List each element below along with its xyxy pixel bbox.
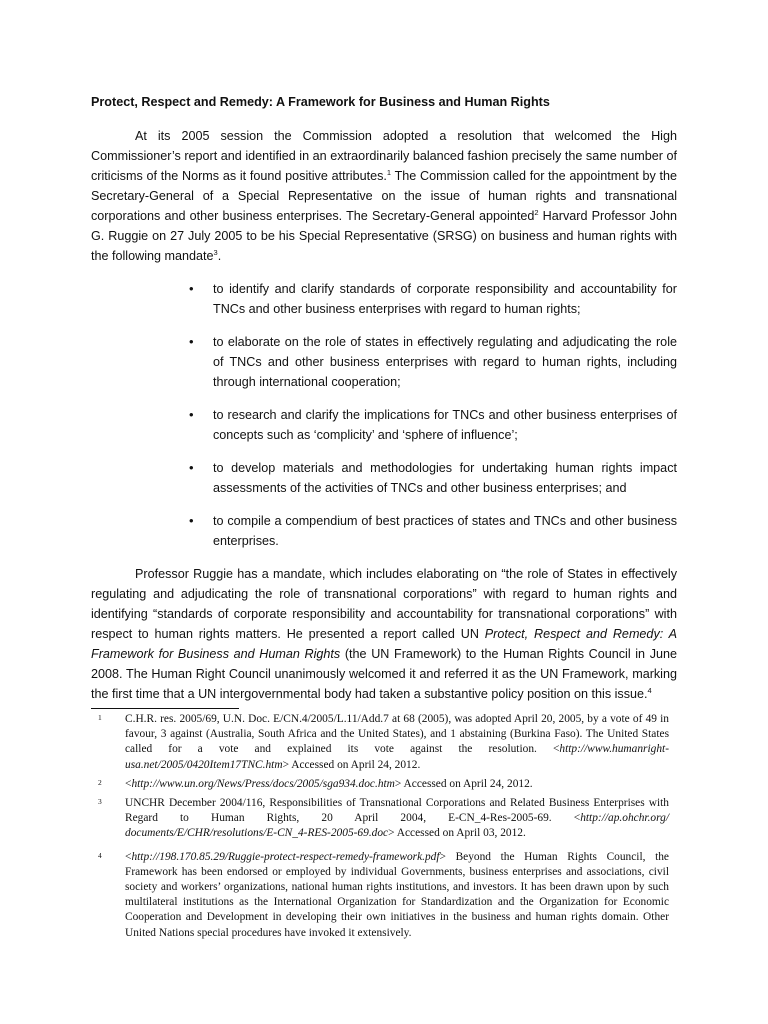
footnote-number: 2 <box>98 777 102 787</box>
intro-text-c: Harvard Professor John G. Ruggie on 27 July 2005 to be his Special Representative (SRSG) on business and human rights with the following mandate <box>91 209 677 263</box>
footnote-text: > Beyond the Human Rights Council, the Framework has been endorsed or employed by individual Governments, business enterprises and associations, civil society and workers’ organizations, national human rights institutions, and investors. It has been drawn upon by such multilateral institutions as the International Organization for Standardization and the Organization for Economic Cooperation and Development in developing their own initiatives in the business and human rights domain. Other United Nations special procedures have invoked it extensively. <box>125 850 669 939</box>
bullet-icon: • <box>189 334 194 349</box>
report-title-italic: Protect, Respect and Remedy: A Framework for Business and Human Rights <box>91 627 677 661</box>
list-item <box>189 405 677 445</box>
list-item-text: to research and clarify the implications for TNCs and other business enterprises of concepts such as ‘complicity’ and ‘sphere of influence’; <box>213 408 677 442</box>
footnote-text: > Accessed on April 24, 2012. <box>394 777 533 790</box>
footnote-text: > Accessed on April 24, 2012. <box>282 758 421 771</box>
footnote-3 <box>91 796 669 842</box>
bullet-icon: • <box>189 281 194 296</box>
footnote-link[interactable]: http://www.humanright-usa.net/2005/0420Item17TNC.htm <box>125 743 669 771</box>
footnote-1 <box>91 712 669 773</box>
footnote-ref-4[interactable]: 4 <box>647 685 652 695</box>
bullet-icon: • <box>189 513 194 528</box>
footnote-2 <box>91 777 669 792</box>
footnote-text: C.H.R. res. 2005/69, U.N. Doc. E/CN.4/2005/L.11/Add.7 at 68 (2005), was adopted April 20, 2005, by a vote of 49 in favour, 3 against (Australia, South Africa and the United States), and 1 abstaining (Burkina Faso). The United States called for a vote and explained its vote against the resolution. < <box>125 713 669 756</box>
intro-paragraph <box>91 126 677 266</box>
list-item-text: to identify and clarify standards of corporate responsibility and accountability for TNCs and other business enterprises with regard to human rights; <box>213 282 677 316</box>
footnote-number: 4 <box>98 850 102 860</box>
mandate-list <box>91 279 677 551</box>
footnote-text: UNCHR December 2004/116, Responsibilities of Transnational Corporations and Related Business Enterprises with Regard to Human Rights, 20 April 2004, E-CN_4-Res-2005-69. < <box>125 797 669 825</box>
footnote-ref-1[interactable]: 1 <box>386 167 392 177</box>
footnote-text: < <box>125 777 132 790</box>
footnote-4 <box>91 850 669 941</box>
footnote-number: 1 <box>98 713 102 722</box>
bullet-icon: • <box>189 460 194 475</box>
footnote-link[interactable]: http://www.un.org/News/Press/docs/2005/sga934.doc.htm <box>131 777 395 790</box>
footnote-text: > Accessed on April 03, 2012. <box>388 827 526 840</box>
footnote-text: < <box>125 850 132 863</box>
ruggie-text-a: Professor Ruggie has a mandate, which includes elaborating on “the role of States in effectively regulating and adjudicating the role of transnational corporations” with regard to human rights and identifying “standards of corporate responsibility and accountability for transnational corporations” with respect to human rights matters. He presented a report called UN <box>91 567 677 641</box>
document-title: Protect, Respect and Remedy: A Framework for Business and Human Rights <box>91 95 550 109</box>
footnotes-section <box>91 712 669 945</box>
intro-text-d: . <box>217 249 222 263</box>
ruggie-text-b: (the UN Framework) to the Human Rights Council in June 2008. The Human Right Council unanimously welcomed it and referred it as the UN Framework, marking the first time that a UN intergovernmental body had taken a substantive policy position on this issue. <box>91 647 678 701</box>
footnote-link[interactable]: http://ap.ohchr.org/ documents/E/CHR/resolutions/E-CN_4-RES-2005-69.doc <box>125 812 669 840</box>
ruggie-paragraph <box>91 564 677 704</box>
bullet-icon: • <box>189 407 194 422</box>
intro-text-b: The Commission called for the appointment by the Secretary-General of a Special Representative on the issue of human rights and transnational corporations and other business enterprises. The Secretary-General appointed <box>91 169 677 223</box>
footnote-ref-2[interactable]: 2 <box>534 207 539 217</box>
footnote-ref-3[interactable]: 3 <box>213 247 218 257</box>
list-item <box>189 279 677 319</box>
intro-text-a: At its 2005 session the Commission adopted a resolution that welcomed the High Commissioner’s report and identified in an extraordinarily balanced fashion precisely the same number of criticisms of the Norms as it found positive attributes. <box>91 129 677 183</box>
list-item-text: to compile a compendium of best practices of states and TNCs and other business enterprises. <box>213 514 677 548</box>
list-item <box>189 458 677 498</box>
footnote-link[interactable]: http://198.170.85.29/Ruggie-protect-respect-remedy-framework.pdf <box>131 850 440 863</box>
list-item-text: to elaborate on the role of states in effectively regulating and adjudicating the role of TNCs and other business enterprises with regard to human rights, including through international cooperation; <box>213 335 677 389</box>
footnote-number: 3 <box>98 797 102 807</box>
list-item <box>189 511 677 551</box>
footnote-separator <box>91 708 239 709</box>
list-item-text: to develop materials and methodologies for undertaking human rights impact assessments of the activities of TNCs and other business enterprises; and <box>213 461 677 495</box>
document-body <box>91 92 677 709</box>
list-item <box>189 332 677 392</box>
